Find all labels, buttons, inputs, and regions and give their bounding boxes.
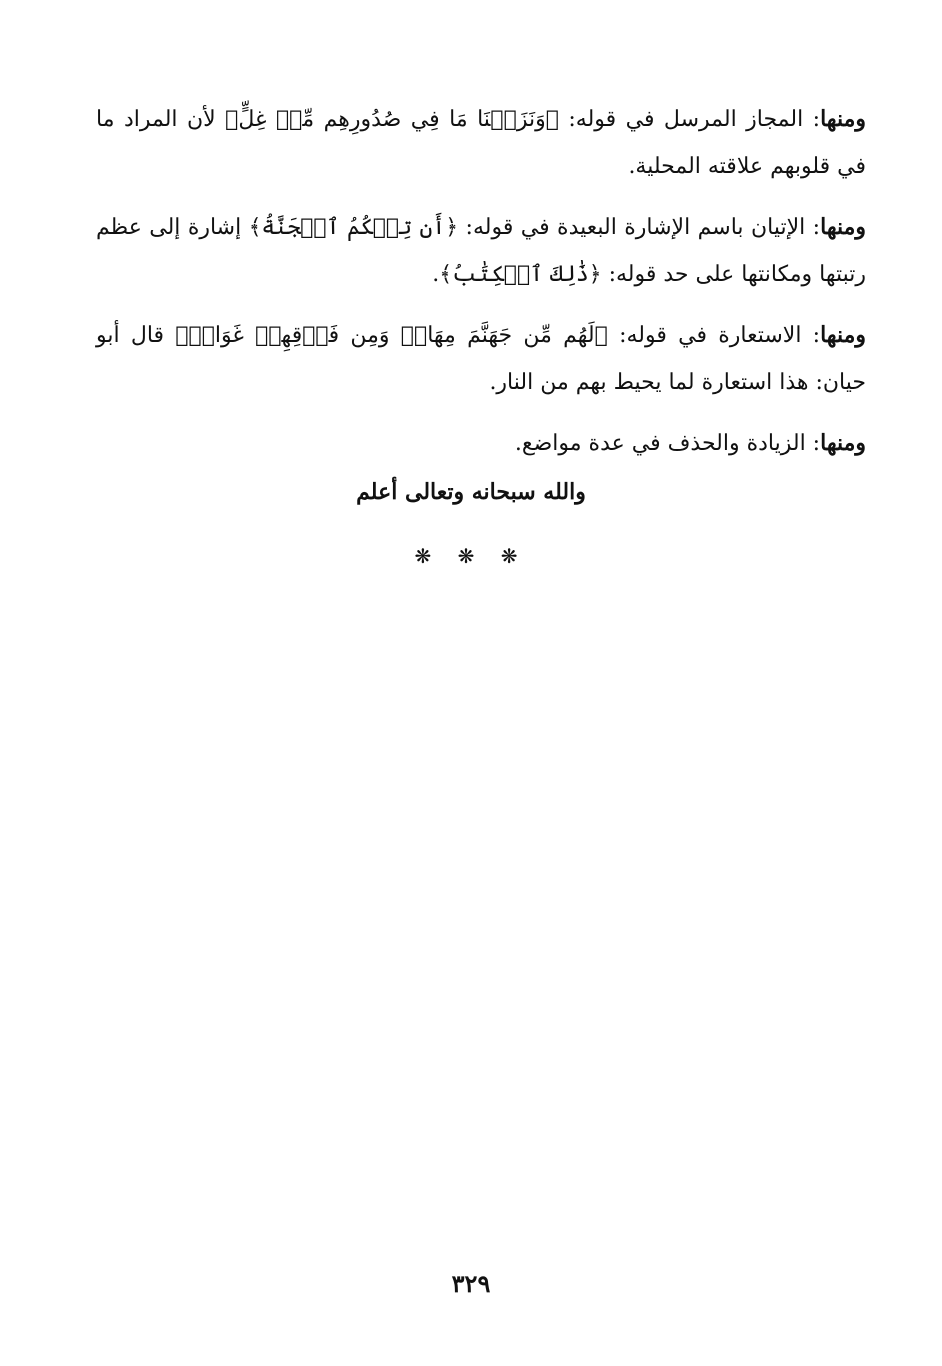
paragraph-istiara [96,312,866,406]
paragraph-lead: ومنها [820,106,866,132]
paragraph-text: . [432,262,440,287]
paragraph-text: لأن المراد ما في قلوبهم علاقته المحلية. [96,107,866,179]
paragraph-text: قال أبو حيان: هذا استعارة لما يحيط بهم من النار. [96,323,866,395]
asterisk-divider-icon: ❋ ❋ ❋ [414,544,528,568]
paragraph-text: : الزيادة والحذف في عدة مواضع. [514,431,821,456]
paragraph-text: إشارة إلى عظم رتبتها ومكانتها على حد قوله: [96,215,866,287]
quran-quote: ﴿ذَٰلِكَ ٱلۡكِتَٰبُ﴾ [439,262,602,287]
paragraph-lead: ومنها [820,322,866,348]
paragraph-ziyada-hadhf [96,420,866,467]
closing-phrase: والله سبحانه وتعالى أعلم [356,479,586,505]
paragraph-text: : الإتيان باسم الإشارة البعيدة في قوله: [458,215,821,240]
page-number: ٣٢٩ [451,1269,491,1298]
quran-quote: ﴿وَنَزَعۡنَا مَا فِي صُدُورِهِم مِّنۡ غِلٍّ﴾ [225,107,559,132]
quran-quote: ﴿أَن تِلۡكُمُ ٱلۡجَنَّةُ﴾ [248,215,459,240]
quran-quote: ﴿لَهُم مِّن جَهَنَّمَ مِهَادٞ وَمِن فَوۡقِهِمۡ غَوَاشٖ﴾ [175,323,608,348]
paragraph-text: : الاستعارة في قوله: [607,323,821,348]
paragraph-text: : المجاز المرسل في قوله: [558,107,821,132]
paragraph-majaz-mursal [96,96,866,190]
body-text [96,96,866,481]
paragraph-lead: ومنها [820,214,866,240]
paragraph-lead: ومنها [820,430,866,456]
paragraph-ism-ishara [96,204,866,298]
